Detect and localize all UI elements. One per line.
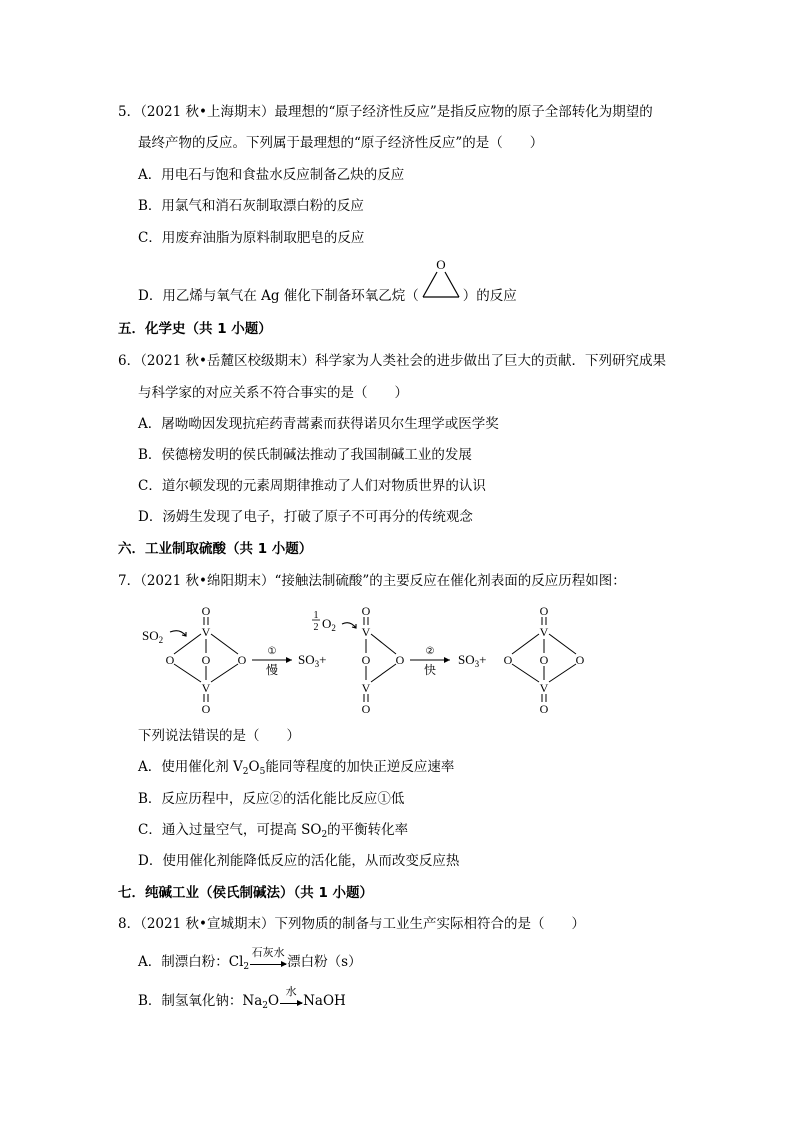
q5-option-d-tail: ）的反应 <box>462 288 517 304</box>
q8-stem-line1: 8．（2021 秋•宣城期末）下列物质的制备与工业生产实际相符合的是（ ） <box>118 916 585 932</box>
reaction-arrow <box>250 945 286 972</box>
q8-b-text: NaOH <box>303 993 346 1009</box>
section-heading-6: 六．工业制取硫酸（共 1 小题） <box>118 541 313 557</box>
q8-a-text: 漂白粉（s） <box>287 954 362 970</box>
fast-label: 快 <box>423 663 437 677</box>
oxygen-label: O <box>539 702 549 716</box>
q7-option-a <box>138 758 454 781</box>
q8-option-b <box>138 984 346 1015</box>
oxygen-label: O <box>575 653 585 667</box>
q7-a-text: 能同等程度的加快正逆反应速率 <box>265 759 455 775</box>
q7-stem-line1: 7．（2021 秋•绵阳期末）“接触法制硫酸”的主要反应在催化剂表面的反应历程如图： <box>118 573 626 589</box>
oxygen-label: O <box>361 604 371 618</box>
q7-option-b: B．反应历程中，反应②的活化能比反应①低 <box>138 791 405 807</box>
vanadium-label: V <box>201 681 211 695</box>
q7-c-text: 的平衡转化率 <box>327 822 409 838</box>
oxygen-label: O <box>503 653 513 667</box>
subscript: 2 <box>262 1001 269 1011</box>
catalyst-v2o5-structure-2 <box>504 604 585 716</box>
q6-option-c: C．道尔顿发现的元素周期律推动了人们对物质世界的认识 <box>138 478 486 494</box>
subscript: 2 <box>242 767 249 777</box>
subscript: 2 <box>321 830 328 840</box>
oxygen-label: O <box>165 653 175 667</box>
q5-stem-line2: 最终产物的反应。下列属于最理想的“原子经济性反应”的是（ ） <box>138 135 544 151</box>
q7-a-text: A．使用催化剂 V <box>138 759 243 775</box>
q8-a-text: A．制漂白粉：Cl <box>138 954 244 970</box>
q5-option-b: B．用氯气和消石灰制取漂白粉的反应 <box>138 198 364 214</box>
section-heading-7: 七．纯碱工业（侯氏制碱法）（共 1 小题） <box>118 885 374 901</box>
oxygen-label: O <box>237 653 247 667</box>
q6-stem-line2: 与科学家的对应关系不符合事实的是（ ） <box>138 385 408 401</box>
q5-option-d <box>138 257 517 305</box>
step2-label: ② <box>425 646 435 657</box>
vanadium-label: V <box>361 681 371 695</box>
epoxide-oxygen: O <box>436 257 446 272</box>
slow-label: 慢 <box>265 663 279 677</box>
oxygen-label: O <box>361 702 371 716</box>
q8-b-text: B．制氢氧化钠：Na <box>138 993 263 1009</box>
oxygen-label: O <box>539 653 549 667</box>
o2-label: $O_2$ <box>322 616 336 633</box>
epoxide-icon <box>419 257 463 305</box>
vanadium-label: V <box>361 625 371 639</box>
q7-stem-line2: 下列说法错误的是（ ） <box>138 728 300 744</box>
oxygen-label: O <box>361 653 371 667</box>
step1-arrow <box>252 646 292 677</box>
oxygen-label: O <box>395 653 405 667</box>
q7-option-d: D．使用催化剂能降低反应的活化能，从而改变反应热 <box>138 853 460 869</box>
q6-option-a: A．屠呦呦因发现抗疟药青蒿素而获得诺贝尔生理学或医学奖 <box>138 416 499 432</box>
oxygen-label: O <box>539 604 549 618</box>
q5-stem-line1: 5．（2021 秋•上海期末）最理想的“原子经济性反应”是指反应物的原子全部转化为期望的 <box>118 104 653 120</box>
q6-option-b: B．侯德榜发明的侯氏制碱法推动了我国制碱工业的发展 <box>138 447 472 463</box>
q7-option-c <box>138 821 408 844</box>
q5-option-a: A．用电石与饱和食盐水反应制备乙炔的反应 <box>138 167 405 183</box>
q6-stem-line1: 6．（2021 秋•岳麓区校级期末）科学家为人类社会的进步做出了巨大的贡献．下列研究成果 <box>118 353 666 369</box>
step1-label: ① <box>267 646 277 657</box>
vanadium-label: V <box>539 625 549 639</box>
subscript: 5 <box>259 767 266 777</box>
step2-arrow <box>410 646 450 677</box>
reaction-mechanism-diagram <box>138 602 598 718</box>
oxygen-label: O <box>201 702 211 716</box>
so3-product-2: $SO_3+$ <box>458 652 487 669</box>
q8-b-text: O <box>268 993 280 1009</box>
so3-product-1: $SO_3+$ <box>298 652 327 669</box>
q6-option-d: D．汤姆生发现了电子，打破了原子不可再分的传统观念 <box>138 509 473 525</box>
vanadium-label: V <box>539 681 549 695</box>
vanadium-label: V <box>201 625 211 639</box>
fraction-numerator: 1 <box>313 610 319 621</box>
q7-a-text: O <box>248 759 260 775</box>
q7-c-text: C．通入过量空气，可提高 SO <box>138 822 322 838</box>
reaction-condition: 水 <box>285 984 297 998</box>
reaction-arrow <box>280 984 302 1011</box>
oxygen-label: O <box>201 653 211 667</box>
reaction-condition: 石灰水 <box>251 945 285 959</box>
q8-option-a <box>138 945 362 976</box>
fraction-denominator: 2 <box>313 622 319 633</box>
q5-option-c: C．用废弃油脂为原料制取肥皂的反应 <box>138 230 365 246</box>
catalyst-v2o5-structure-1 <box>142 604 247 716</box>
epoxide-structure <box>419 257 463 305</box>
oxygen-label: O <box>201 604 211 618</box>
subscript: 2 <box>243 962 250 972</box>
section-heading-5: 五．化学史（共 1 小题） <box>118 321 272 337</box>
q5-option-d-text: D．用乙烯与氧气在 Ag 催化下制备环氧乙烷（ <box>138 288 419 304</box>
so2-label: $SO_2$ <box>142 628 164 645</box>
